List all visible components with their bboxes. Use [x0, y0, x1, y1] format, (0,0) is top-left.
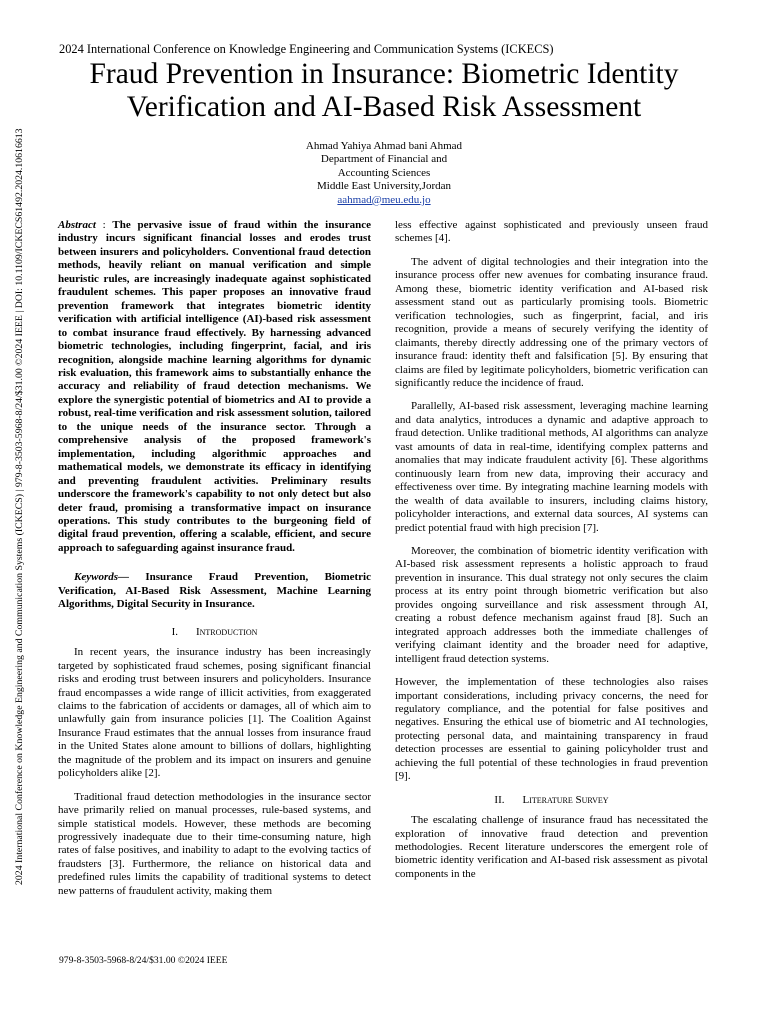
author-email-link[interactable]: aahmad@meu.edu.jo — [337, 193, 431, 206]
author-dept-line-2: Accounting Sciences — [337, 166, 431, 179]
section-numeral: I. — [171, 625, 178, 638]
right-column — [395, 219, 708, 891]
continued-paragraph: less effective against sophisticated and previously unseen fraud schemes [4]. — [395, 219, 708, 245]
intro-paragraph: In recent years, the insurance industry has been increasingly targeted by sophisticated fraud schemes, posing significant financial risks and eroding trust between insurers and policyholders. Insurance fraud encompasses a wide range of illicit activities, from exaggerated claims to the fabrication of accidents or damages, all of which aim to unlawfully gain from insurance policies [1]. The Coalition Against Insurance Fraud estimates that the annual losses from insurance fraud in the United States alone amount to billions of dollars, highlighting the magnitude of the problem and its impact on insurers and genuine policyholders alike [2]. — [58, 646, 371, 780]
keywords-label: Keywords— — [74, 571, 129, 584]
section-title: Introduction — [195, 625, 258, 638]
left-column — [58, 219, 371, 908]
body-paragraph: The advent of digital technologies and their integration into the insurance process offer new avenues for combating insurance fraud. Among these, biometric identity verification and AI-based risk assessment stand out as particularly promising tools. Biometric verification technologies, such as fingerprint, facial, and iris recognition, provide a means of securely verifying the identity of claimants, thereby directly addressing one of the primary vectors of insurance fraud: identity theft and falsification [5]. By ensuring that claims are filed by legitimate policyholders, biometric verification can significantly reduce the incidence of fraud. — [395, 255, 708, 389]
body-paragraph: However, the implementation of these technologies also raises important considerations, including privacy concerns, the need for regulatory compliance, and the potential for false positives and negatives. Ensuring the ethical use of biometric and AI technologies, protecting personal data, and maintaining transparency in fraud detection processes are essential to gaining policyholder trust and achieving the full potential of these technologies in fraud prevention [9]. — [395, 676, 708, 783]
literature-paragraph: The escalating challenge of insurance fraud has necessitated the exploration of innovative fraud detection and prevention methodologies. Recent literature underscores the emergent role of biometric identity verification and AI-based risk assessment as pivotal components in the — [395, 814, 708, 880]
section-heading-introduction — [58, 626, 371, 639]
author-block — [0, 140, 768, 207]
doi-sidebar — [14, 128, 26, 897]
abstract — [58, 219, 371, 555]
section-heading-literature-survey — [395, 794, 708, 807]
doi-sidebar-text: 2024 International Conference on Knowledge Engineering and Communication Systems (ICKECS) | 979-8-3503-5968-8/24/$31.00 ©2024 IEEE | DOI: 10.1109/ICKECS61492.2024.10616613 — [14, 128, 25, 885]
abstract-label: Abstract — [58, 219, 96, 231]
author-university: Middle East University,Jordan — [316, 180, 451, 193]
author-dept-line-1: Department of Financial and — [320, 153, 448, 166]
conference-header: 2024 International Conference on Knowledge Engineering and Communication Systems (ICKECS) — [59, 42, 554, 56]
paper-title — [40, 58, 728, 124]
intro-paragraph: Traditional fraud detection methodologies in the insurance sector have primarily relied on manual processes, rule-based systems, and simple statistical models. However, these methods are becoming progressively inadequate due to their time-consuming nature, high rates of false positives, and inability to adapt to the evolving tactics of fraudsters [3]. Furthermore, the reliance on historical data and predefined rules limits the capability of traditional systems to detect new patterns of fraudulent activity, making them — [58, 790, 371, 897]
abstract-colon: : — [95, 219, 113, 231]
body-paragraph: Moreover, the combination of biometric identity verification with AI-based risk assessment represents a holistic approach to fraud prevention in insurance. This dual strategy not only secures the claim process at its entry point through biometric verification but also provides ongoing surveillance and risk assessment through AI, creating a robust defence mechanism against fraud [8]. Such an integrated approach addresses both the immediate challenges of verifying claimant identity and the broader need for adaptive, intelligent fraud detection systems. — [395, 544, 708, 665]
author-name: Ahmad Yahiya Ahmad bani Ahmad — [305, 140, 463, 152]
body-paragraph: Parallelly, AI-based risk assessment, leveraging machine learning and data analytics, introduces a dynamic and adaptive approach to fraud detection. Unlike traditional methods, AI algorithms can analyze vast amounts of data in real-time, identifying complex patterns and anomalies that may indicate fraudulent activity [6]. These algorithms continuously learn from new data, improving their accuracy and effectiveness over time. By integrating machine learning models with the wealth of data available to insurers, including claims history, policyholder interactions, and external data sources, AI systems can predict potential fraud with high precision [7]. — [395, 400, 708, 534]
abstract-text: The pervasive issue of fraud within the insurance industry incurs significant financial losses and erodes trust between insurers and policyholders. Conventional fraud detection methods, heavily reliant on manual verification and simple heuristic rules, are increasingly inadequate against sophisticated fraudulent schemes. This paper proposes an innovative fraud prevention framework that integrates biometric identity verification with artificial intelligence (AI)-based risk assessment to combat insurance fraud effectively. By harnessing advanced biometric technologies, including fingerprint, facial, and iris recognition, alongside machine learning algorithms for dynamic risk evaluation, this framework aims to substantially enhance the accuracy and reliability of fraud detection mechanisms. We explore the synergistic potential of biometrics and AI to provide a robust, real-time verification and risk assessment solution, tailored to the unique needs of the insurance sector. Through a comprehensive analysis of the proposed framework's implementation, including algorithmic approaches and mathematical models, we demonstrate its efficacy in identifying and preventing fraudulent activities. Preliminary results underscore the framework's capability to not only detect but also deter fraud, promising a transformative impact on insurance operations. This study contributes to the burgeoning field of digital fraud prevention, offering a scalable, efficient, and secure approach to safeguarding against insurance fraud. — [58, 219, 371, 554]
footer-copyright: 979-8-3503-5968-8/24/$31.00 ©2024 IEEE — [59, 955, 228, 966]
section-title: Literature Survey — [522, 793, 609, 806]
keywords-text: Insurance Fraud Prevention, Biometric Verification, AI-Based Risk Assessment, Machine Learning Algorithms, Digital Security in Insurance. — [58, 571, 371, 611]
keywords — [58, 571, 371, 611]
title-line-2: Verification and AI-Based Risk Assessment — [126, 91, 642, 123]
title-line-1: Fraud Prevention in Insurance: Biometric Identity — [89, 58, 679, 90]
section-numeral: II. — [494, 793, 505, 806]
